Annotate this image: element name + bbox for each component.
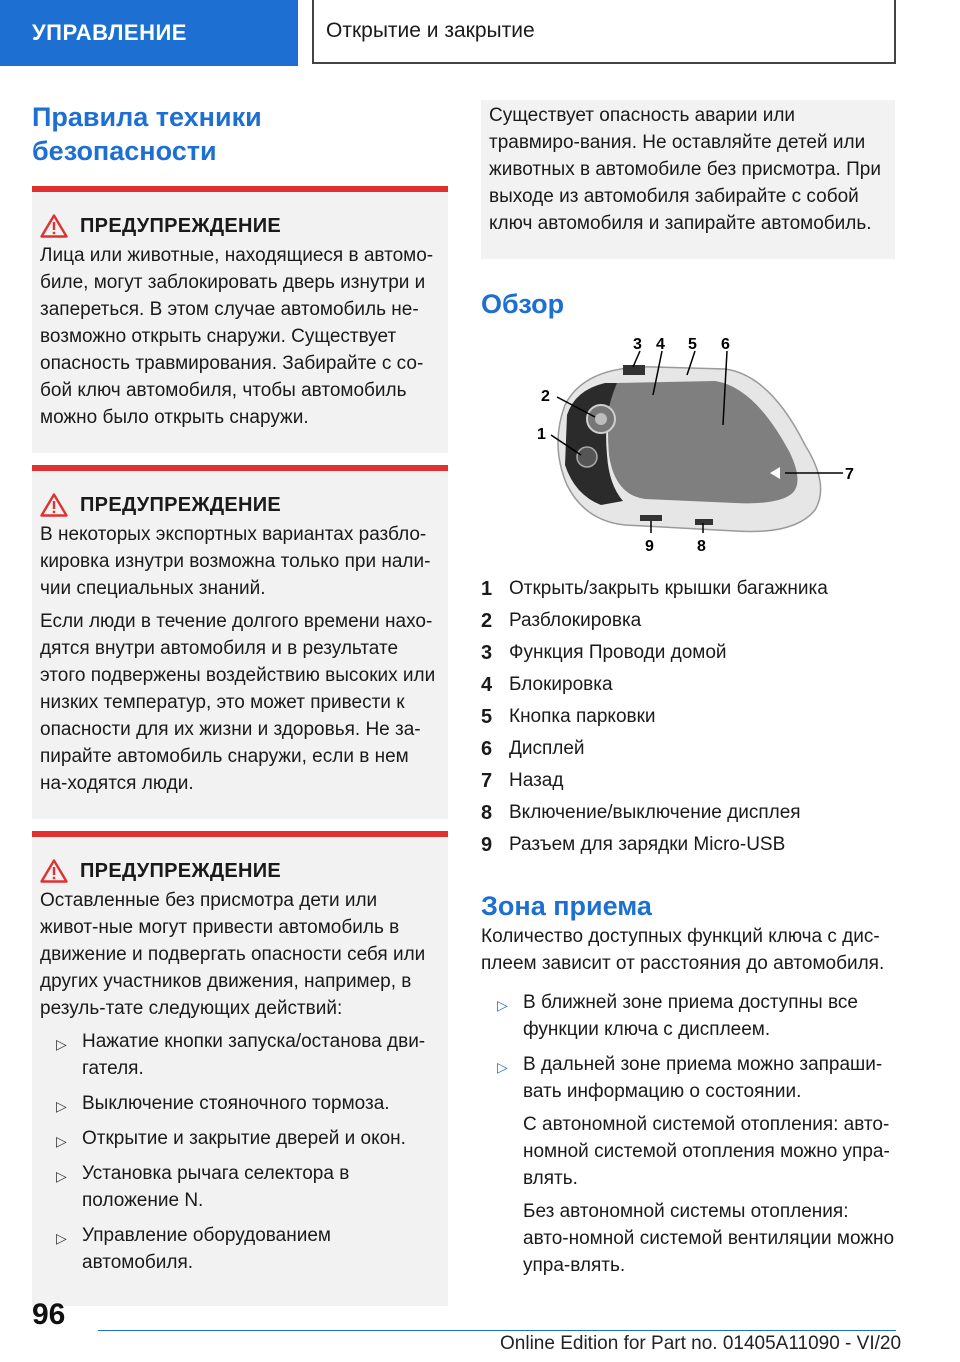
triangle-bullet-icon: ▷ [497, 1059, 508, 1075]
callout-4: 4 [656, 336, 665, 353]
triangle-bullet-icon: ▷ [497, 997, 508, 1013]
range-title: Зона приема [481, 891, 652, 921]
callout-1: 1 [537, 426, 546, 443]
triangle-bullet-icon: ▷ [56, 1098, 67, 1114]
warning-triangle-icon [40, 493, 68, 517]
key-illustration [505, 335, 865, 555]
warning-continuation: Существует опасность аварии или травмиро-вания. Не оставляйте детей или животных в автомобиле без присмотра. При выходе из автомобиля забирайте с собой ключ автомобиля и запирайте автомобиль. [481, 100, 895, 259]
triangle-bullet-icon: ▷ [56, 1230, 67, 1246]
warning-header [40, 214, 440, 238]
list-item: ▷ В ближней зоне приема доступны все функции ключа с дисплеем. [497, 992, 858, 1040]
warning-label: ПРЕДУПРЕЖДЕНИЕ [80, 493, 282, 516]
range-extra-text: С автономной системой отопления: авто-номной системой отопления можно упра-влять. [523, 1114, 890, 1189]
warning-text: В некоторых экспортных вариантах разбло-кировка изнутри возможна только при нали-чии специальных знаний. [40, 524, 431, 599]
list-item: ▷ В дальней зоне приема можно запраши-вать информацию о состоянии. С автономной системой отопления: авто-номной системой отопления можно упра-влять. Без автономной системы отопления: авто-номной системой вентиляции можно упра-влять. [481, 1051, 895, 1279]
range-extra-text: Без автономной системы отопления: авто-номной системой вентиляции можно упра-влять. [523, 1201, 895, 1276]
legend-item: 2 Разблокировка [481, 610, 642, 632]
legend-item: 4 Блокировка [481, 674, 613, 696]
legend-list [481, 573, 895, 861]
range-text: Количество доступных функций ключа с дис-плеем зависит от расстояния до автомобиля. [481, 926, 885, 974]
warning-box-1 [32, 186, 448, 453]
legend-item: 6 Дисплей [481, 738, 585, 760]
page-header [0, 0, 960, 66]
warning-label: ПРЕДУПРЕЖДЕНИЕ [80, 214, 282, 237]
list-item: ▷ Нажатие кнопки запуска/останова дви-гателя. [56, 1031, 426, 1079]
safety-title: Правила техники безопасности [32, 102, 262, 166]
warning-text: Если люди в течение долгого времени нахо-дятся внутри автомобиля и в результате этого подвержены воздействию высоких или низких температур, это может привести к опасности для их жизни и здоровья. Не за-пирайте автомобиль снаружи, если в нем на-ходятся люди. [40, 611, 436, 794]
warning-header [40, 859, 440, 883]
warning-text: Лица или животные, находящиеся в автомо-биле, могут заблокировать дверь изнутри и запереться. В этом случае автомобиль не-возможно открыть снаружи. Существует опасность травмирования. Забирайте с со-бой ключ автомобиля, чтобы автомобиль можно было открыть снаружи. [40, 245, 434, 428]
range-bullet-list [481, 989, 895, 1279]
warning-box-2 [32, 465, 448, 819]
section-tab: УПРАВЛЕНИЕ [0, 0, 298, 66]
warning-header [40, 493, 440, 517]
list-item: ▷ Установка рычага селектора в положение N. [56, 1163, 350, 1211]
overview-title: Обзор [481, 289, 565, 319]
warning-label: ПРЕДУПРЕЖДЕНИЕ [80, 859, 282, 882]
warning-text: Оставленные без присмотра дети или живот-ные могут привести автомобиль в движение и подвергать опасности себя или других участников движения, например, в резуль-тате следующих действий: [40, 890, 426, 1019]
legend-item: 1 Открыть/закрыть крышки багажника [481, 578, 828, 600]
callout-5: 5 [688, 336, 697, 353]
legend-item: 5 Кнопка парковки [481, 706, 656, 728]
footer-divider [98, 1330, 896, 1331]
right-column [481, 100, 895, 1287]
warning-triangle-icon [40, 859, 68, 883]
triangle-bullet-icon: ▷ [56, 1036, 67, 1052]
list-item: ▷ Выключение стояночного тормоза. [40, 1090, 440, 1117]
list-item: ▷ Открытие и закрытие дверей и окон. [40, 1125, 440, 1152]
callout-9: 9 [645, 538, 654, 555]
legend-item: 8 Включение/выключение дисплея [481, 802, 801, 824]
triangle-bullet-icon: ▷ [56, 1168, 67, 1184]
warning-bullet-list [40, 1028, 440, 1276]
edition-text: Online Edition for Part no. 01405A11090 - VI/20 [500, 1333, 902, 1354]
callout-2: 2 [541, 388, 550, 405]
legend-item: 9 Разъем для зарядки Micro-USB [481, 834, 786, 856]
display-key-image [505, 335, 865, 555]
warning-triangle-icon [40, 214, 68, 238]
legend-item: 3 Функция Проводи домой [481, 642, 727, 664]
left-column [32, 100, 448, 1318]
callout-7: 7 [845, 466, 854, 483]
callout-3: 3 [633, 336, 642, 353]
warning-box-3 [32, 831, 448, 1306]
triangle-bullet-icon: ▷ [56, 1133, 67, 1149]
callout-8: 8 [697, 538, 706, 555]
list-item: ▷ Управление оборудованием автомобиля. [56, 1225, 331, 1273]
page-number: 96 [32, 1298, 66, 1331]
chapter-title: Открытие и закрытие [312, 0, 896, 64]
callout-6: 6 [721, 336, 730, 353]
legend-item: 7 Назад [481, 770, 564, 792]
